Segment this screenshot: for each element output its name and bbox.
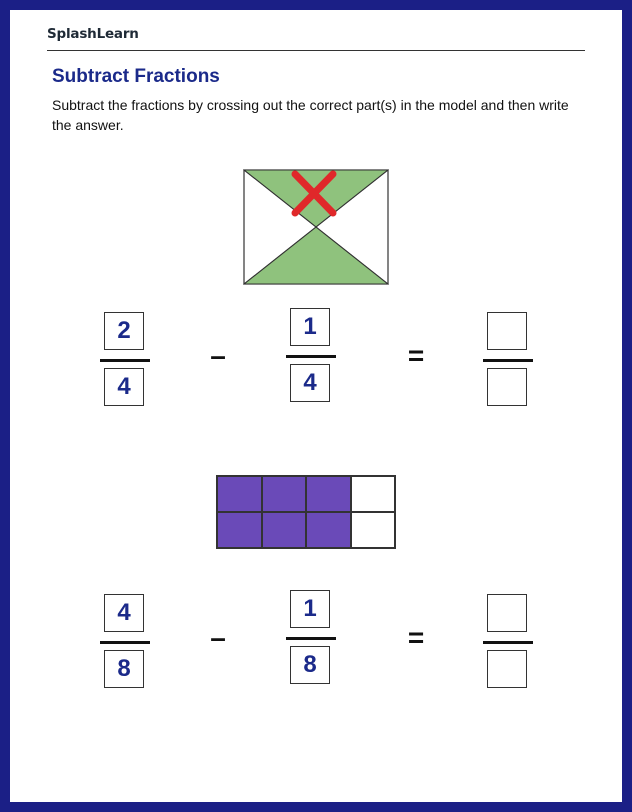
header-divider bbox=[47, 50, 585, 51]
grid-cell-empty bbox=[351, 512, 396, 548]
grid-cell-shaded bbox=[217, 512, 262, 548]
fraction-bar bbox=[286, 637, 336, 640]
denominator-box: 8 bbox=[104, 650, 144, 688]
grid-cell-empty bbox=[351, 476, 396, 512]
minus-sign: – bbox=[210, 622, 226, 653]
answer-numerator-input[interactable] bbox=[487, 312, 527, 350]
fraction-bar bbox=[483, 359, 533, 362]
denominator-box: 4 bbox=[290, 364, 330, 402]
denominator-box: 8 bbox=[290, 646, 330, 684]
minuend-fraction-1 bbox=[100, 312, 152, 412]
numerator-box: 1 bbox=[290, 590, 330, 628]
answer-fraction-1 bbox=[483, 312, 535, 412]
numerator-box: 4 bbox=[104, 594, 144, 632]
instructions-text: Subtract the fractions by crossing out the correct part(s) in the model and then write the answer. bbox=[52, 97, 569, 133]
fraction-bar bbox=[100, 641, 150, 644]
answer-denominator-input[interactable] bbox=[487, 650, 527, 688]
equals-sign: = bbox=[407, 622, 425, 653]
answer-denominator-input[interactable] bbox=[487, 368, 527, 406]
page-title: Subtract Fractions bbox=[52, 66, 220, 87]
fraction-bar bbox=[286, 355, 336, 358]
numerator-box: 1 bbox=[290, 308, 330, 346]
grid-cell-shaded bbox=[306, 476, 351, 512]
subtrahend-fraction-2 bbox=[286, 590, 338, 690]
denominator-box: 4 bbox=[104, 368, 144, 406]
grid-cell-shaded bbox=[306, 512, 351, 548]
numerator-box: 2 bbox=[104, 312, 144, 350]
answer-fraction-2 bbox=[483, 594, 535, 694]
grid-cell-shaded bbox=[262, 476, 307, 512]
minus-sign: – bbox=[210, 340, 226, 371]
minuend-fraction-2 bbox=[100, 594, 152, 694]
fraction-bar bbox=[483, 641, 533, 644]
worksheet-page bbox=[10, 10, 622, 802]
splashlearn-logo: SplashLearn bbox=[47, 26, 139, 42]
equals-sign: = bbox=[407, 340, 425, 371]
grid-cell-shaded bbox=[217, 476, 262, 512]
answer-numerator-input[interactable] bbox=[487, 594, 527, 632]
fraction-bar bbox=[100, 359, 150, 362]
subtrahend-fraction-1 bbox=[286, 308, 338, 408]
grid-cell-shaded bbox=[262, 512, 307, 548]
grid-fraction-model bbox=[216, 475, 396, 549]
triangle-fraction-model bbox=[243, 169, 389, 285]
